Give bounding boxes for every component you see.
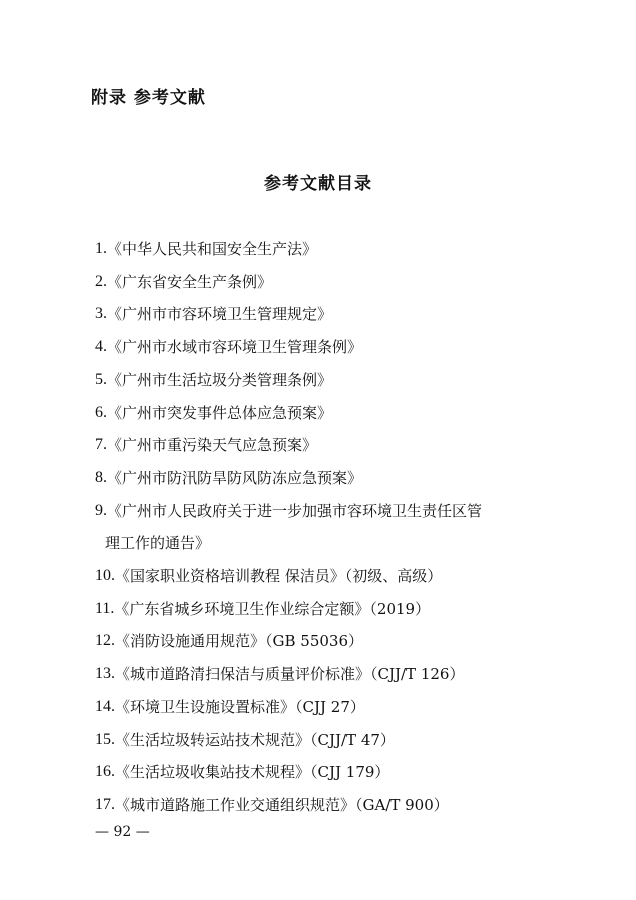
reference-text: 《广州市突发事件总体应急预案》 bbox=[107, 403, 333, 422]
reference-number: 10. bbox=[95, 567, 115, 585]
catalog-title: 参考文献目录 bbox=[264, 174, 372, 194]
reference-text: 《消防设施通用规范》（GB 55036） bbox=[115, 632, 363, 651]
reference-text: 《广东省城乡环境卫生作业综合定额》（2019） bbox=[114, 599, 431, 618]
page-number: — 92 — bbox=[95, 824, 150, 840]
reference-item bbox=[95, 756, 565, 789]
reference-number: 3. bbox=[95, 305, 107, 323]
reference-number: 12. bbox=[95, 632, 115, 650]
reference-text: 《广东省安全生产条例》 bbox=[107, 272, 273, 291]
reference-item bbox=[95, 789, 565, 822]
reference-number: 14. bbox=[95, 697, 115, 715]
reference-text bbox=[107, 495, 565, 560]
reference-item bbox=[95, 266, 565, 299]
reference-text: 《城市道路施工作业交通组织规范》（GA/T 900） bbox=[115, 795, 449, 814]
reference-number: 6. bbox=[95, 403, 107, 421]
reference-text: 《环境卫生设施设置标准》（CJJ 27） bbox=[115, 697, 365, 716]
reference-item bbox=[95, 495, 565, 560]
reference-text: 《广州市生活垃圾分类管理条例》 bbox=[107, 370, 333, 389]
reference-item bbox=[95, 331, 565, 364]
reference-item bbox=[95, 429, 565, 462]
reference-text: 《广州市市容环境卫生管理规定》 bbox=[107, 305, 333, 324]
reference-text-line2: 理工作的通告》 bbox=[105, 534, 211, 553]
reference-number: 2. bbox=[95, 272, 107, 290]
reference-number: 1. bbox=[95, 240, 107, 257]
reference-text: 《广州市防汛防旱防风防冻应急预案》 bbox=[107, 468, 363, 487]
reference-number: 8. bbox=[95, 468, 107, 486]
reference-item bbox=[95, 364, 565, 397]
reference-number: 17. bbox=[95, 795, 115, 813]
reference-item bbox=[95, 625, 565, 658]
reference-item bbox=[95, 724, 565, 757]
reference-text: 《生活垃圾转运站技术规范》（CJJ/T 47） bbox=[115, 730, 395, 749]
reference-item bbox=[95, 298, 565, 331]
reference-text: 《中华人民共和国安全生产法》 bbox=[107, 240, 318, 258]
reference-text: 《广州市重污染天气应急预案》 bbox=[107, 436, 318, 455]
reference-number: 9. bbox=[95, 501, 107, 519]
reference-text: 《国家职业资格培训教程 保洁员》（初级、高级） bbox=[115, 567, 443, 586]
reference-text-line1: 《广州市人民政府关于进一步加强市容环境卫生责任区管 bbox=[107, 501, 483, 520]
reference-item bbox=[95, 593, 565, 626]
reference-item bbox=[95, 691, 565, 724]
reference-number: 5. bbox=[95, 370, 107, 388]
reference-item bbox=[95, 658, 565, 691]
reference-number: 11. bbox=[95, 599, 115, 617]
reference-text: 《生活垃圾收集站技术规程》（CJJ 179） bbox=[115, 763, 390, 782]
reference-text: 《城市道路清扫保洁与质量评价标准》（CJJ/T 126） bbox=[115, 665, 465, 684]
reference-number: 13. bbox=[95, 665, 115, 683]
reference-item bbox=[95, 397, 565, 430]
reference-number: 15. bbox=[95, 730, 115, 748]
reference-item bbox=[95, 560, 565, 593]
appendix-title: 附录 参考文献 bbox=[91, 88, 206, 108]
reference-number: 7. bbox=[95, 436, 107, 454]
reference-text: 《广州市水域市容环境卫生管理条例》 bbox=[107, 338, 363, 357]
reference-item bbox=[95, 233, 565, 266]
reference-number: 4. bbox=[95, 338, 107, 356]
reference-item bbox=[95, 462, 565, 495]
reference-list bbox=[95, 233, 565, 822]
reference-number: 16. bbox=[95, 763, 115, 781]
